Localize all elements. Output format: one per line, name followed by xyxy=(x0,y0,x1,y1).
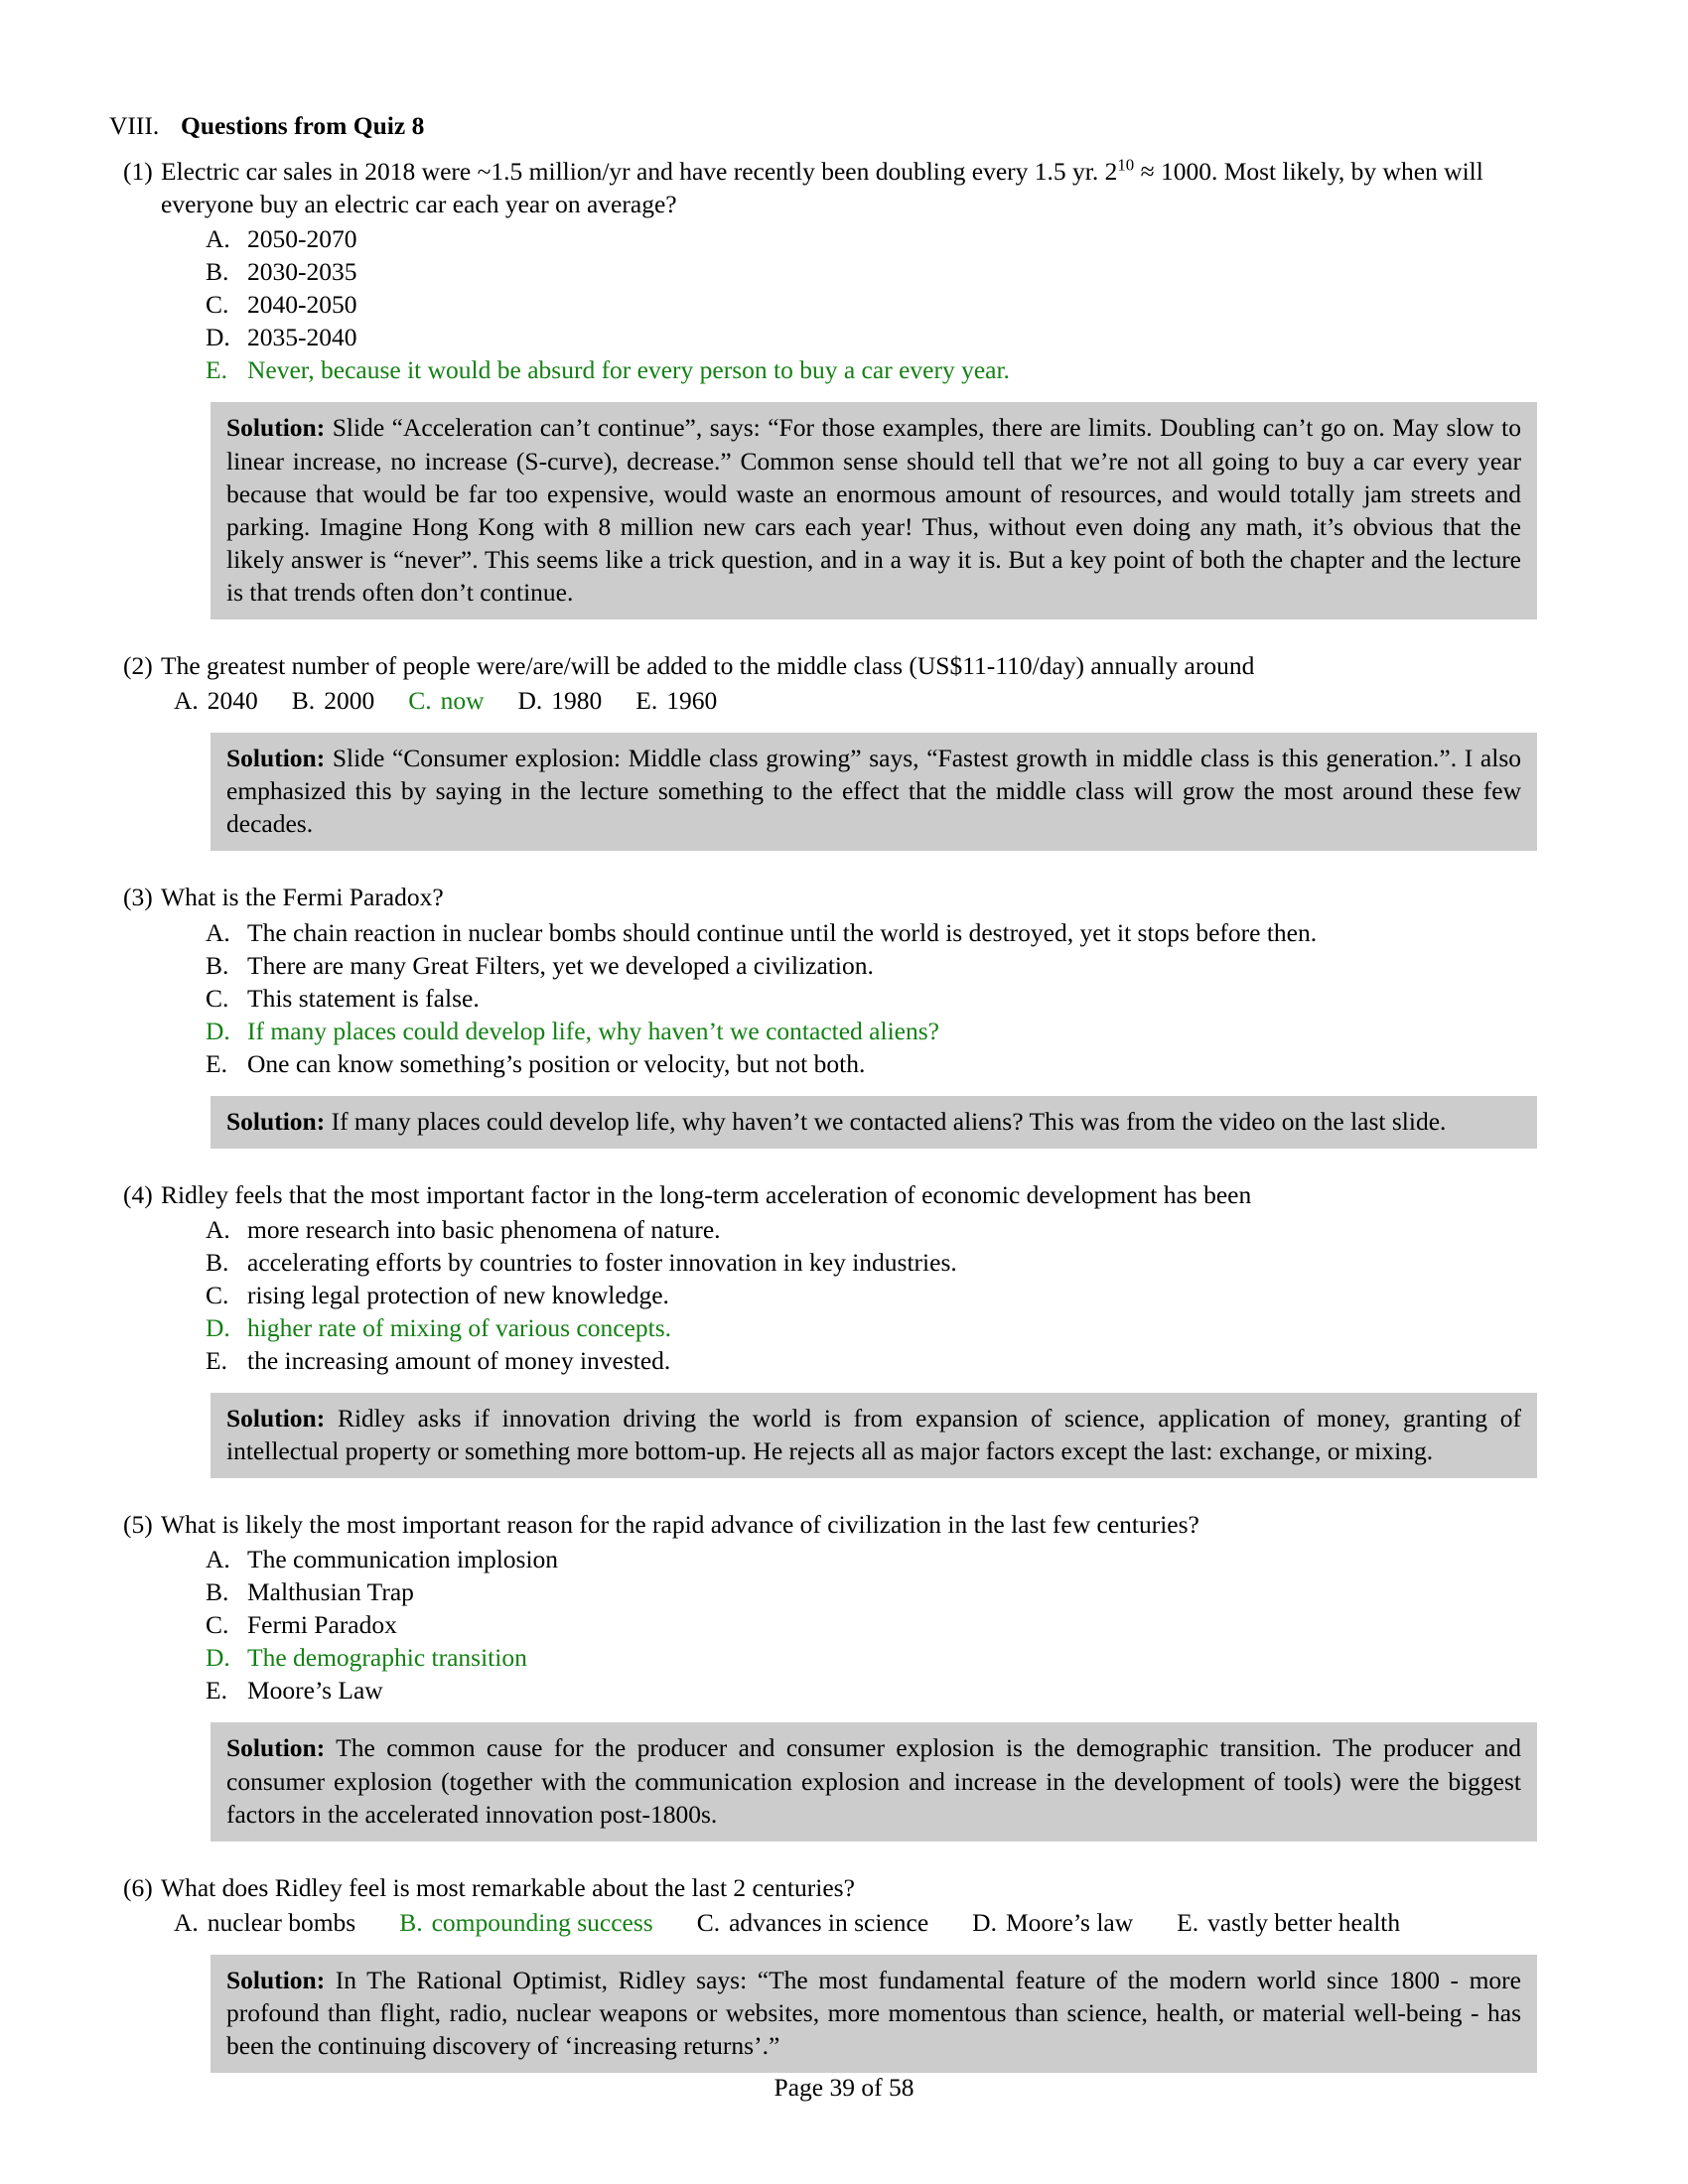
solution-text: Ridley asks if innovation driving the world is from expansion of science, application of money, granting of intellectual property or something more bottom-up. He rejects all as major factors except the last: exchange, or mixing. xyxy=(226,1403,1521,1466)
question-stem: The greatest number of people were/are/will be added to the middle class (US$11-110/day) annually around xyxy=(161,651,1255,681)
choice-letter: B. xyxy=(206,257,229,287)
question-stem-row xyxy=(109,1871,1559,1904)
choice-text: advances in science xyxy=(729,1908,929,1937)
solution-box xyxy=(211,1722,1537,1841)
solution-label: Solution: xyxy=(226,413,326,443)
choice-item[interactable] xyxy=(109,1344,1559,1377)
question-2 xyxy=(109,649,1559,851)
choice-text: Never, because it would be absurd for every person to buy a car every year. xyxy=(247,355,1010,385)
choice-item[interactable] xyxy=(109,1246,1559,1279)
choice-letter: D. xyxy=(517,686,543,716)
page-number-text: Page 39 of 58 xyxy=(774,2073,914,2102)
choice-item[interactable] xyxy=(109,222,1559,255)
solution-text: In The Rational Optimist, Ridley says: “The most fundamental feature of the modern world since 1800 - more profound than flight, radio, nuclear weapons or websites, more momentous than science, health, or material well-being - has been the continuing discovery of ‘increasing returns’.” xyxy=(226,1965,1521,2060)
choice-item[interactable] xyxy=(109,321,1559,353)
solution-label: Solution: xyxy=(226,743,326,772)
choice-text: now xyxy=(440,686,485,716)
choice-list xyxy=(109,916,1559,1080)
choice-item[interactable] xyxy=(1177,1908,1400,1939)
solution-label: Solution: xyxy=(226,1403,326,1433)
choice-item-correct[interactable] xyxy=(109,1015,1559,1047)
choice-text: The demographic transition xyxy=(247,1643,527,1673)
choice-item[interactable] xyxy=(109,1213,1559,1246)
question-stem: What does Ridley feel is most remarkable about the last 2 centuries? xyxy=(161,1872,855,1902)
choice-item[interactable] xyxy=(109,982,1559,1015)
choice-item[interactable] xyxy=(109,255,1559,288)
section-number: VIII. xyxy=(109,111,160,140)
choice-item[interactable] xyxy=(635,686,717,717)
choice-text: more research into basic phenomena of nature. xyxy=(247,1214,721,1244)
choice-text: 2030-2035 xyxy=(247,257,357,287)
choice-letter: E. xyxy=(635,686,658,716)
question-stem-row xyxy=(109,1508,1559,1541)
choice-text: higher rate of mixing of various concepts. xyxy=(247,1312,672,1342)
choice-letter: B. xyxy=(399,1908,423,1937)
choice-letter: C. xyxy=(206,1610,229,1640)
choice-text: 2000 xyxy=(324,686,375,716)
question-stem: Ridley feels that the most important factor in the long-term acceleration of economic development has been xyxy=(161,1179,1252,1209)
solution-box xyxy=(211,1955,1537,2073)
choice-text: 2040 xyxy=(207,686,258,716)
choice-item[interactable] xyxy=(109,1608,1559,1641)
choice-text: vastly better health xyxy=(1207,1908,1401,1937)
choice-letter: D. xyxy=(206,1312,230,1342)
choice-letter: C. xyxy=(206,983,229,1013)
choice-item-correct[interactable] xyxy=(109,1641,1559,1674)
question-stem-post: ≈ 1000. Most likely, by when will everyone buy an electric car each year on average? xyxy=(161,157,1483,219)
question-number: (3) xyxy=(123,883,153,912)
choice-letter: D. xyxy=(206,1643,230,1673)
choice-text: 1980 xyxy=(551,686,603,716)
solution-box xyxy=(211,402,1537,619)
section-heading xyxy=(109,111,1559,141)
choice-letter: A. xyxy=(174,686,199,716)
choice-letter: D. xyxy=(972,1908,997,1937)
choice-list xyxy=(109,222,1559,386)
page-footer xyxy=(0,2073,1688,2103)
choice-item-correct[interactable] xyxy=(399,1908,652,1939)
question-stem-pre: Electric car sales in 2018 were ~1.5 million/yr and have recently been doubling every 1.5 yr. 2 xyxy=(161,157,1118,186)
choice-letter: A. xyxy=(206,1214,230,1244)
choice-letter: B. xyxy=(206,1247,229,1277)
choice-letter: C. xyxy=(206,1280,229,1309)
choice-text: There are many Great Filters, yet we developed a civilization. xyxy=(247,950,874,980)
choice-letter: B. xyxy=(206,1577,229,1607)
choice-letter: E. xyxy=(206,1676,227,1706)
choice-text: compounding success xyxy=(431,1908,653,1937)
solution-label: Solution: xyxy=(226,1965,326,1994)
solution-text: The common cause for the producer and consumer explosion is the demographic transition. The producer and consumer explosion (together with the communication explosion and increase in the development of tools) were the biggest factors in the accelerated innovation post-1800s. xyxy=(226,1733,1521,1829)
choice-text: Fermi Paradox xyxy=(247,1610,397,1640)
choice-letter: A. xyxy=(206,917,230,947)
choice-item[interactable] xyxy=(292,686,374,717)
question-stem xyxy=(161,155,1559,220)
choice-letter: E. xyxy=(1177,1908,1199,1937)
choice-letter: E. xyxy=(206,1048,227,1078)
choice-text: The chain reaction in nuclear bombs should continue until the world is destroyed, yet it stops before then. xyxy=(247,917,1318,947)
choice-text: 2040-2050 xyxy=(247,290,357,320)
question-stem-row xyxy=(109,649,1559,682)
choice-item[interactable] xyxy=(697,1908,928,1939)
solution-text: If many places could develop life, why haven’t we contacted aliens? This was from the video on the last slide. xyxy=(331,1106,1447,1136)
choice-text: 1960 xyxy=(666,686,718,716)
choice-letter: A. xyxy=(174,1908,199,1937)
choice-letter: B. xyxy=(206,950,229,980)
choice-item[interactable] xyxy=(109,949,1559,982)
choice-text: nuclear bombs xyxy=(207,1908,356,1937)
question-number: (5) xyxy=(123,1510,153,1540)
choice-item[interactable] xyxy=(109,916,1559,949)
choice-letter: C. xyxy=(206,290,229,320)
choice-item[interactable] xyxy=(518,686,603,717)
choice-letter: D. xyxy=(206,323,230,352)
question-number: (2) xyxy=(123,651,153,681)
choice-letter: E. xyxy=(206,355,227,385)
choice-item[interactable] xyxy=(109,288,1559,321)
choice-item[interactable] xyxy=(174,686,258,717)
choice-text: the increasing amount of money invested. xyxy=(247,1345,671,1375)
question-5 xyxy=(109,1508,1559,1842)
choice-item[interactable] xyxy=(174,1908,355,1939)
choice-text: If many places could develop life, why haven’t we contacted aliens? xyxy=(247,1016,939,1045)
choice-letter: D. xyxy=(206,1016,230,1045)
choice-item-correct[interactable] xyxy=(408,686,484,717)
question-3 xyxy=(109,881,1559,1148)
choice-text: Moore’s law xyxy=(1005,1908,1134,1937)
choice-letter: E. xyxy=(206,1345,227,1375)
question-stem: What is the Fermi Paradox? xyxy=(161,883,444,912)
choice-text: 2050-2070 xyxy=(247,224,357,254)
choice-list xyxy=(109,1543,1559,1706)
choice-text: accelerating efforts by countries to foster innovation in key industries. xyxy=(247,1247,957,1277)
section-title: Questions from Quiz 8 xyxy=(181,111,425,140)
choice-text: rising legal protection of new knowledge. xyxy=(247,1280,669,1309)
question-6 xyxy=(109,1871,1559,2073)
choice-item-correct[interactable] xyxy=(109,353,1559,386)
question-number: (6) xyxy=(123,1872,153,1902)
choice-letter: C. xyxy=(408,686,432,716)
question-number: (1) xyxy=(123,157,153,186)
question-1 xyxy=(109,155,1559,619)
choice-text: The communication implosion xyxy=(247,1545,559,1574)
solution-box xyxy=(211,1393,1537,1478)
question-stem: What is likely the most important reason for the rapid advance of civilization in the last few centuries? xyxy=(161,1510,1199,1540)
choice-list-inline xyxy=(174,1908,1559,1939)
choice-item[interactable] xyxy=(109,1543,1559,1575)
choice-item-correct[interactable] xyxy=(109,1311,1559,1344)
solution-box xyxy=(211,733,1537,851)
choice-text: 2035-2040 xyxy=(247,323,357,352)
choice-letter: C. xyxy=(696,1908,721,1937)
choice-text: Moore’s Law xyxy=(247,1676,383,1706)
choice-item[interactable] xyxy=(109,1047,1559,1080)
choice-list xyxy=(109,1213,1559,1377)
solution-text: Slide “Acceleration can’t continue”, says: “For those examples, there are limits. Doubling can’t go on. May slow to linear increase, no increase (S-curve), decrease.” Common sense should tell that we’re not all going to buy a car every year because that would be far too expensive, would waste an enormous amount of resources, and would totally jam streets and parking. Imagine Hong Kong with 8 million new cars each year! Thus, without even doing any math, it’s obvious that the likely answer is “never”. This seems like a trick question, and in a way it is. But a key point of both the chapter and the lecture is that trends often don’t continue. xyxy=(226,413,1522,608)
solution-label: Solution: xyxy=(226,1733,326,1763)
solution-label: Solution: xyxy=(226,1106,326,1136)
question-number: (4) xyxy=(123,1179,153,1209)
choice-list-inline xyxy=(174,686,1559,717)
choice-letter: B. xyxy=(291,686,316,716)
question-stem-exponent: 10 xyxy=(1117,155,1135,175)
choice-text: One can know something’s position or velocity, but not both. xyxy=(247,1048,866,1078)
choice-item[interactable] xyxy=(109,1674,1559,1706)
solution-box xyxy=(211,1096,1537,1149)
question-stem-row xyxy=(109,155,1559,220)
question-stem-row xyxy=(109,1178,1559,1211)
solution-text: Slide “Consumer explosion: Middle class growing” says, “Fastest growth in middle class is this generation.”. I also emphasized this by saying in the lecture something to the effect that the middle class will grow the most around these few decades. xyxy=(226,743,1521,839)
question-stem-row xyxy=(109,881,1559,913)
choice-letter: A. xyxy=(206,1545,230,1574)
choice-item[interactable] xyxy=(109,1279,1559,1311)
choice-letter: A. xyxy=(206,224,230,254)
choice-item[interactable] xyxy=(972,1908,1133,1939)
choice-text: This statement is false. xyxy=(247,983,480,1013)
choice-item[interactable] xyxy=(109,1575,1559,1608)
question-4 xyxy=(109,1178,1559,1479)
choice-text: Malthusian Trap xyxy=(247,1577,414,1607)
